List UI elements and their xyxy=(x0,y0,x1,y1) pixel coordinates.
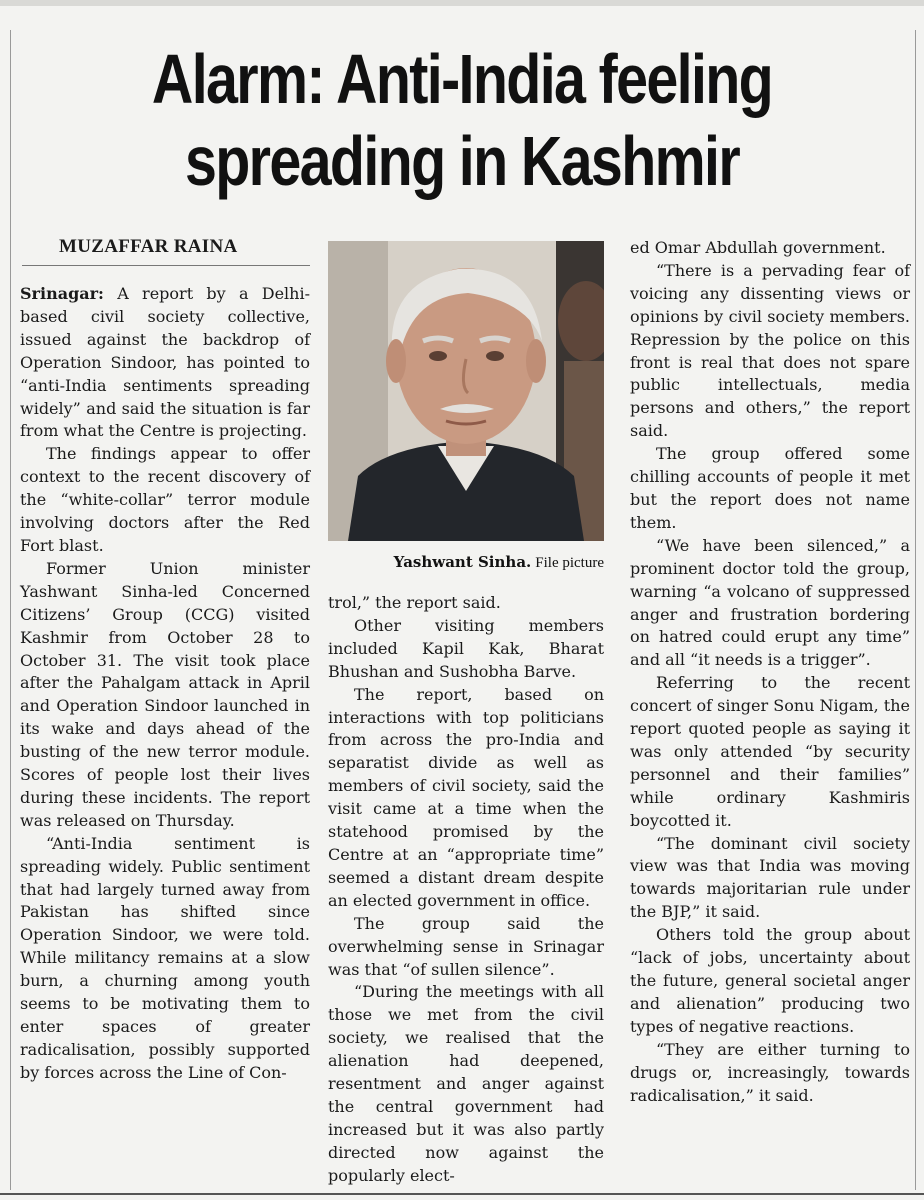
caption-name: Yashwant Sinha. xyxy=(393,553,532,571)
paragraph: The group offered some chilling accounts of people it met but the report does not name them. xyxy=(630,444,910,532)
paragraph: Referring to the recent concert of singer Sonu Nigam, the report quoted people as saying it was only attended “by security personnel and their families” while ordinary Kashmiris boycotted it. xyxy=(630,673,910,830)
paragraph: The findings appear to offer context to the recent discovery of the “white-collar” terror module involving doctors after the Red Fort blast. xyxy=(20,444,310,555)
headline-line-1: Alarm: Anti-India feeling xyxy=(151,40,773,118)
paragraph: The group said the overwhelming sense in Srinagar was that “of sullen silence”. xyxy=(328,913,604,979)
caption-note: File picture xyxy=(535,555,604,571)
article-column-3 xyxy=(630,237,910,1107)
paragraph: “They are either turning to drugs or, increasingly, towards radicalisation,” it said. xyxy=(630,1039,910,1105)
article-column-2 xyxy=(328,592,604,1188)
paragraph: “There is a pervading fear of voicing any dissenting views or opinions by civil society members. Repression by the police on this front is real that does not spare public intellectuals, media persons and others,” the report said. xyxy=(630,260,910,441)
article-column-1 xyxy=(20,283,310,1085)
paragraph: Other visiting members included Kapil Kak, Bharat Bhushan and Sushobha Barve. xyxy=(328,615,604,681)
headline-line-2: spreading in Kashmir xyxy=(184,122,740,200)
paragraph: Former Union minister Yashwant Sinha-led Concerned Citizens’ Group (CCG) visited Kashmir from October 28 to October 31. The visit took place after the Pahalgam attack in April and Operation Sindoor launched in its wake and days ahead of the busting of the new terror module. Scores of people lost their lives during these incidents. The report was released on Thursday. xyxy=(20,558,310,830)
paragraph: “We have been silenced,” a prominent doctor told the group, warning “a volcano of suppressed anger and frustration bordering on hatred could erupt any time” and all “it needs is a trigger”. xyxy=(630,535,910,670)
photo-caption xyxy=(328,553,604,572)
paragraph: “During the meetings with all those we met from the civil society, we realised that the alienation had deepened, resentment and anger against the central government had increased but it was also partly directed now against the popularly elect- xyxy=(328,982,604,1185)
paragraph: Others told the group about “lack of jobs, uncertainty about the future, general societal anger and alienation” producing two types of negative reactions. xyxy=(630,925,910,1036)
dateline: Srinagar: xyxy=(20,284,104,303)
paragraph: ed Omar Abdullah government. xyxy=(630,238,886,257)
paragraph: “The dominant civil society view was that India was moving towards majoritarian rule under the BJP,” it said. xyxy=(630,833,910,922)
paragraph: “Anti-India sentiment is spreading widely. Public sentiment that had largely turned away from Pakistan has shifted since Operation Sindoor, we were told. While militancy remains at a slow burn, a churning among youth seems to be motivating them to enter spaces of greater radicalisation, possibly supported by forces across the Line of Con- xyxy=(20,833,310,1082)
headline xyxy=(83,38,841,202)
paragraph: trol,” the report said. xyxy=(328,593,501,612)
page-bottom-rule xyxy=(0,1193,924,1195)
left-column-rule xyxy=(10,30,11,1190)
byline: MUZAFFAR RAINA xyxy=(59,236,238,257)
paragraph-text: A report by a Delhi-based civil society collective, issued against the backdrop of Operation Sindoor, has pointed to “anti-India sentiments spreading widely” and said the situation is far from what the Centre is projecting. xyxy=(20,284,311,441)
byline-rule xyxy=(22,265,310,266)
page-top-edge xyxy=(0,0,924,6)
portrait-illustration xyxy=(328,241,604,541)
paragraph xyxy=(20,283,310,443)
right-column-rule xyxy=(915,30,916,1190)
paragraph: The report, based on interactions with top politicians from across the pro-India and separatist divide as well as members of civil society, said the visit came at a time when the statehood promised by the Centre at an “appropriate time” seemed a distant dream despite an elected government in office. xyxy=(328,684,604,910)
photo-yashwant-sinha xyxy=(328,241,604,541)
